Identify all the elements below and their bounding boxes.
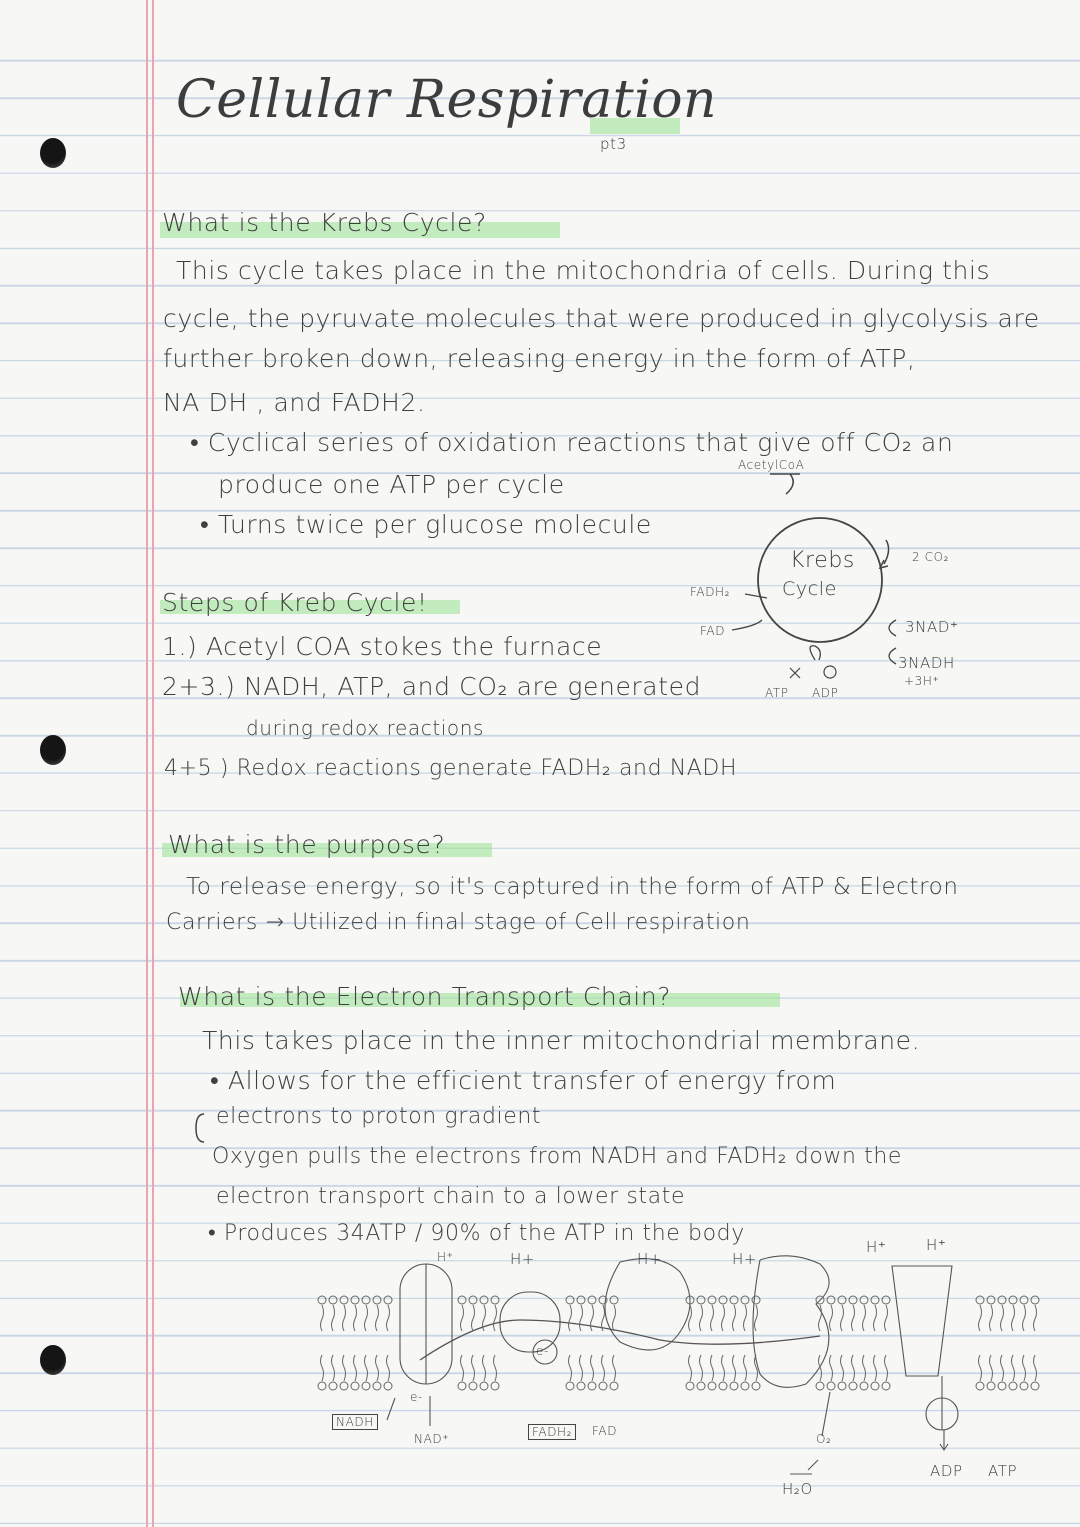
- lipid-tail: [711, 1355, 714, 1381]
- lipid-tail: [885, 1305, 888, 1331]
- lipid-head: [741, 1382, 749, 1390]
- etc-line: • Allows for the efficient transfer of energy from: [210, 1066, 837, 1095]
- atp-label: ATP: [988, 1462, 1018, 1480]
- lipid-tail: [700, 1305, 703, 1331]
- lipid-tail: [863, 1305, 866, 1331]
- lipid-tail: [332, 1305, 335, 1331]
- lipid-head: [610, 1296, 618, 1304]
- etc-heading: What is the Electron Transport Chain?: [178, 982, 672, 1011]
- lipid-head: [998, 1296, 1006, 1304]
- krebs-center-label: Krebs: [790, 548, 855, 573]
- lipid-head: [1020, 1382, 1028, 1390]
- lipid-tail: [830, 1305, 833, 1331]
- lipid-tail: [979, 1305, 982, 1331]
- lipid-tail: [755, 1305, 758, 1331]
- lipid-head: [351, 1296, 359, 1304]
- lipid-tail: [733, 1305, 736, 1331]
- fad-label: FAD: [700, 624, 726, 638]
- lipid-tail: [591, 1355, 594, 1381]
- lipid-tail: [990, 1355, 993, 1381]
- lipid-head: [351, 1382, 359, 1390]
- lipid-head: [610, 1382, 618, 1390]
- lipid-head: [480, 1382, 488, 1390]
- lipid-tail: [841, 1305, 844, 1331]
- lipid-head: [458, 1382, 466, 1390]
- lipid-tail: [365, 1305, 368, 1331]
- lipid-tail: [1034, 1355, 1037, 1381]
- adp-label: ADP: [930, 1462, 963, 1480]
- lipid-tail: [343, 1305, 346, 1331]
- lipid-tail: [387, 1355, 390, 1381]
- lipid-tail: [863, 1355, 866, 1381]
- lipid-head: [1031, 1296, 1039, 1304]
- lipid-tail: [830, 1355, 833, 1381]
- lipid-head: [697, 1382, 705, 1390]
- lipid-tail: [990, 1305, 993, 1331]
- step-item: 4+5 ) Redox reactions generate FADH₂ and NADH: [164, 756, 738, 781]
- etc-line: electron transport chain to a lower state: [216, 1184, 686, 1209]
- lipid-head: [566, 1382, 574, 1390]
- page-title: Cellular Respiration: [176, 70, 718, 130]
- lipid-head: [827, 1296, 835, 1304]
- etc-line: electrons to proton gradient: [216, 1104, 542, 1129]
- lipid-head: [384, 1382, 392, 1390]
- lipid-tail: [852, 1355, 855, 1381]
- lipid-head: [340, 1382, 348, 1390]
- lipid-head: [329, 1296, 337, 1304]
- lipid-tail: [711, 1305, 714, 1331]
- lipid-tail: [354, 1355, 357, 1381]
- lipid-head: [1009, 1382, 1017, 1390]
- lipid-head: [816, 1382, 824, 1390]
- lipid-tail: [461, 1305, 464, 1331]
- lipid-tail: [1001, 1305, 1004, 1331]
- lipid-head: [458, 1296, 466, 1304]
- co2-label: 2 CO₂: [912, 550, 950, 564]
- lipid-tail: [569, 1355, 572, 1381]
- lipid-head: [362, 1382, 370, 1390]
- lipid-tail: [494, 1305, 497, 1331]
- lipid-head: [588, 1382, 596, 1390]
- h-ion-label: H+: [732, 1250, 758, 1268]
- lipid-head: [1009, 1296, 1017, 1304]
- lipid-tail: [321, 1305, 324, 1331]
- lipid-head: [577, 1382, 585, 1390]
- lipid-head: [882, 1382, 890, 1390]
- lipid-tail: [591, 1305, 594, 1331]
- lipid-head: [860, 1296, 868, 1304]
- lipid-head: [827, 1382, 835, 1390]
- lipid-tail: [321, 1355, 324, 1381]
- h-ion-label: H+: [510, 1250, 536, 1268]
- lipid-tail: [365, 1355, 368, 1381]
- lipid-tail: [700, 1355, 703, 1381]
- adp-label: ADP: [812, 686, 839, 700]
- lipid-head: [730, 1382, 738, 1390]
- atp-synthase: [892, 1266, 952, 1376]
- etc-line: This takes place in the inner mitochondrial membrane.: [202, 1026, 921, 1055]
- lipid-head: [588, 1296, 596, 1304]
- lipid-head: [752, 1296, 760, 1304]
- lipid-head: [469, 1296, 477, 1304]
- lipid-tail: [733, 1355, 736, 1381]
- lipid-tail: [744, 1355, 747, 1381]
- lipid-tail: [874, 1355, 877, 1381]
- step-item: 1.) Acetyl COA stokes the furnace: [162, 632, 603, 661]
- lipid-tail: [483, 1355, 486, 1381]
- fad-label: FAD: [592, 1424, 618, 1438]
- lipid-tail: [472, 1305, 475, 1331]
- krebs-intro-line: This cycle takes place in the mitochondria of cells. During this: [176, 256, 991, 285]
- lipid-head: [1031, 1382, 1039, 1390]
- nadh-box: NADH: [332, 1414, 378, 1430]
- lipid-head: [838, 1296, 846, 1304]
- fadh2-box: FADH₂: [528, 1424, 576, 1440]
- lipid-tail: [722, 1305, 725, 1331]
- electron-carrier-label: e-: [536, 1344, 549, 1358]
- lipid-tail: [1034, 1305, 1037, 1331]
- step-item: 2+3.) NADH, ATP, and CO₂ are generated: [162, 672, 702, 701]
- lipid-tail: [744, 1305, 747, 1331]
- lipid-head: [318, 1382, 326, 1390]
- lipid-head: [708, 1296, 716, 1304]
- lipid-tail: [689, 1355, 692, 1381]
- lipid-head: [987, 1382, 995, 1390]
- krebs-intro-line: cycle, the pyruvate molecules that were produced in glycolysis are: [163, 304, 1040, 333]
- lipid-head: [491, 1382, 499, 1390]
- h-ion-label: H+: [637, 1250, 663, 1268]
- lipid-head: [577, 1296, 585, 1304]
- lipid-tail: [1023, 1355, 1026, 1381]
- lipid-head: [480, 1296, 488, 1304]
- lipid-tail: [354, 1305, 357, 1331]
- h-ion-label: H⁺: [437, 1250, 454, 1264]
- lipid-tail: [580, 1355, 583, 1381]
- acetyl-label: AcetylCoA: [738, 458, 805, 472]
- krebs-center-label: Cycle: [782, 578, 837, 600]
- lipid-head: [373, 1296, 381, 1304]
- etc-line: Oxygen pulls the electrons from NADH and FADH₂ down the: [212, 1144, 903, 1169]
- lipid-tail: [472, 1355, 475, 1381]
- lipid-head: [329, 1382, 337, 1390]
- lipid-tail: [1012, 1355, 1015, 1381]
- lipid-head: [860, 1382, 868, 1390]
- part-label: pt3: [600, 135, 627, 153]
- h2o-label: H₂O: [782, 1480, 813, 1498]
- lipid-tail: [1023, 1305, 1026, 1331]
- lipid-head: [1020, 1296, 1028, 1304]
- lipid-tail: [494, 1355, 497, 1381]
- lipid-head: [362, 1296, 370, 1304]
- lipid-tail: [343, 1355, 346, 1381]
- lipid-head: [741, 1296, 749, 1304]
- electron-label: e-: [410, 1390, 423, 1404]
- krebs-bullet: • Turns twice per glucose molecule: [200, 510, 652, 539]
- nad-label: NAD⁺: [414, 1432, 450, 1446]
- lipid-head: [697, 1296, 705, 1304]
- lipid-head: [730, 1296, 738, 1304]
- lipid-tail: [613, 1305, 616, 1331]
- lipid-tail: [841, 1355, 844, 1381]
- lipid-tail: [1001, 1355, 1004, 1381]
- purpose-line: To release energy, so it's captured in the form of ATP & Electron: [186, 874, 959, 900]
- lipid-tail: [376, 1355, 379, 1381]
- purpose-heading: What is the purpose?: [168, 830, 446, 859]
- lipid-head: [871, 1382, 879, 1390]
- lipid-head: [998, 1382, 1006, 1390]
- nad-in-label: 3NAD⁺: [905, 618, 959, 636]
- lipid-head: [491, 1296, 499, 1304]
- h-out-label: +3H⁺: [904, 674, 940, 688]
- purpose-line: Carriers → Utilized in final stage of Cell respiration: [166, 910, 751, 935]
- lipid-head: [719, 1296, 727, 1304]
- lipid-tail: [580, 1305, 583, 1331]
- lipid-tail: [979, 1355, 982, 1381]
- lipid-head: [987, 1296, 995, 1304]
- lipid-tail: [852, 1305, 855, 1331]
- lipid-tail: [387, 1305, 390, 1331]
- complex-two: [500, 1292, 560, 1352]
- lipid-head: [708, 1382, 716, 1390]
- lipid-head: [849, 1296, 857, 1304]
- lipid-tail: [461, 1355, 464, 1381]
- complex-four: [753, 1256, 829, 1388]
- steps-heading: Steps of Kreb Cycle!: [162, 588, 428, 617]
- lipid-tail: [885, 1355, 888, 1381]
- step-item: during redox reactions: [246, 716, 485, 740]
- lipid-head: [871, 1296, 879, 1304]
- krebs-bullet: • Cyclical series of oxidation reactions that give off CO₂ an: [190, 428, 954, 457]
- lipid-tail: [722, 1355, 725, 1381]
- lipid-tail: [1012, 1305, 1015, 1331]
- lipid-tail: [376, 1305, 379, 1331]
- fadh2-label: FADH₂: [690, 585, 731, 599]
- lipid-head: [566, 1296, 574, 1304]
- lipid-head: [686, 1382, 694, 1390]
- lipid-head: [373, 1382, 381, 1390]
- o2-label: O₂: [816, 1432, 832, 1446]
- lipid-head: [882, 1296, 890, 1304]
- h-ion-label: H⁺: [926, 1236, 947, 1254]
- lipid-tail: [332, 1355, 335, 1381]
- lipid-head: [384, 1296, 392, 1304]
- lipid-tail: [874, 1305, 877, 1331]
- lipid-head: [469, 1382, 477, 1390]
- nadh-out-label: 3NADH: [898, 654, 955, 672]
- complex-three: [605, 1259, 690, 1350]
- lipid-head: [849, 1382, 857, 1390]
- lipid-head: [752, 1382, 760, 1390]
- etc-line: • Produces 34ATP / 90% of the ATP in the body: [208, 1221, 745, 1246]
- lipid-head: [340, 1296, 348, 1304]
- lipid-tail: [613, 1355, 616, 1381]
- lipid-tail: [602, 1355, 605, 1381]
- h-ion-label: H⁺: [866, 1238, 887, 1256]
- lipid-head: [838, 1382, 846, 1390]
- lipid-tail: [602, 1305, 605, 1331]
- atp-label: ATP: [765, 686, 789, 700]
- krebs-intro-line: further broken down, releasing energy in the form of ATP,: [163, 344, 916, 373]
- lipid-tail: [569, 1305, 572, 1331]
- lipid-head: [719, 1382, 727, 1390]
- lipid-head: [976, 1296, 984, 1304]
- krebs-intro-line: NA DH , and FADH2.: [163, 388, 426, 417]
- lipid-head: [318, 1296, 326, 1304]
- lipid-head: [976, 1382, 984, 1390]
- lipid-head: [599, 1382, 607, 1390]
- krebs-heading: What is the Krebs Cycle?: [162, 208, 487, 237]
- krebs-bullet: produce one ATP per cycle: [218, 470, 565, 499]
